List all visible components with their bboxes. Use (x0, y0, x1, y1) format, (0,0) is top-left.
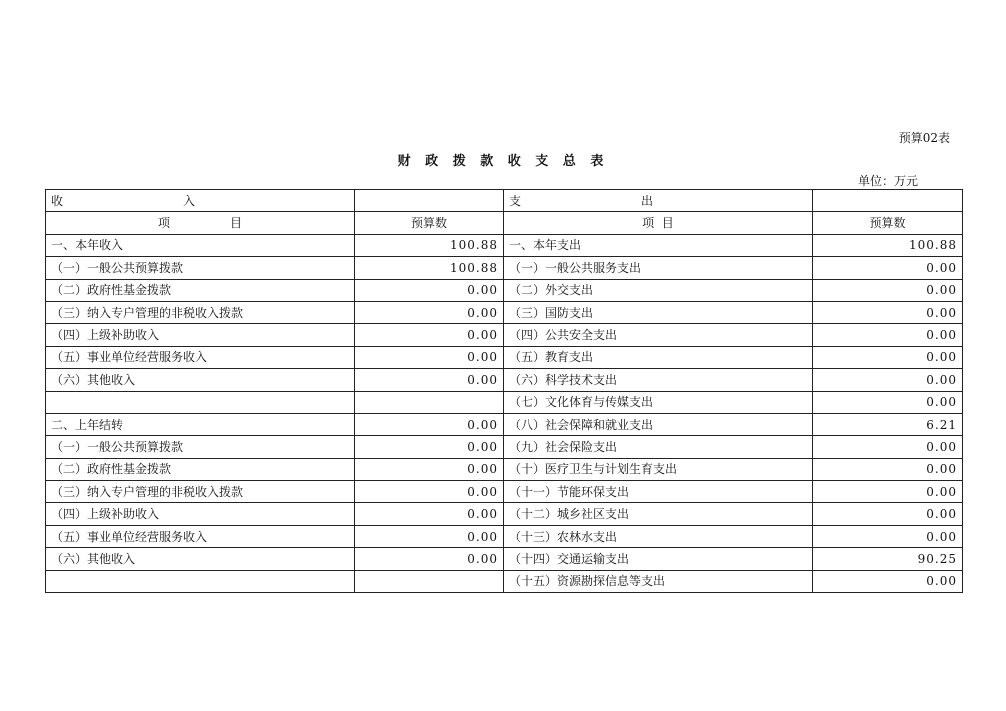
table-row (46, 346, 963, 368)
income-item-cell (46, 570, 355, 592)
income-value-cell: 0.00 (355, 301, 504, 323)
header-row-2 (46, 212, 963, 234)
expense-item-cell: （一）一般公共服务支出 (504, 257, 813, 279)
income-value-cell: 100.88 (355, 234, 504, 256)
expense-item-cell: （十五）资源勘探信息等支出 (504, 570, 813, 592)
expense-item-cell: （五）教育支出 (504, 346, 813, 368)
income-item-cell: （六）其他收入 (46, 369, 355, 391)
table-row (46, 257, 963, 279)
income-item-cell: 一、本年收入 (46, 234, 355, 256)
income-value-cell: 0.00 (355, 548, 504, 570)
empty-header-cell (355, 190, 504, 212)
income-value-cell: 0.00 (355, 413, 504, 435)
expense-value-cell: 90.25 (813, 548, 963, 570)
expense-item-cell: （十二）城乡社区支出 (504, 503, 813, 525)
table-row (46, 458, 963, 480)
budget-header-left: 预算数 (355, 212, 504, 234)
expense-header: 支 出 (504, 190, 813, 212)
income-value-cell: 0.00 (355, 481, 504, 503)
income-item-cell: 二、上年结转 (46, 413, 355, 435)
income-item-cell (46, 391, 355, 413)
table-row (46, 436, 963, 458)
expense-value-cell: 0.00 (813, 525, 963, 547)
income-item-cell: （五）事业单位经营服务收入 (46, 346, 355, 368)
expense-value-cell: 0.00 (813, 391, 963, 413)
income-value-cell: 0.00 (355, 324, 504, 346)
income-value-cell (355, 391, 504, 413)
table-row (46, 369, 963, 391)
item-header-right: 项 目 (504, 212, 813, 234)
table-body (46, 190, 963, 593)
expense-value-cell: 0.00 (813, 301, 963, 323)
income-value-cell: 0.00 (355, 436, 504, 458)
expense-value-cell: 0.00 (813, 458, 963, 480)
income-value-cell: 0.00 (355, 279, 504, 301)
table-row (46, 525, 963, 547)
expense-item-cell: （九）社会保险支出 (504, 436, 813, 458)
income-value-cell: 0.00 (355, 525, 504, 547)
expense-value-cell: 0.00 (813, 481, 963, 503)
income-value-cell: 0.00 (355, 346, 504, 368)
expense-item-cell: （六）科学技术支出 (504, 369, 813, 391)
expense-value-cell: 0.00 (813, 279, 963, 301)
expense-value-cell: 100.88 (813, 234, 963, 256)
expense-value-cell: 6.21 (813, 413, 963, 435)
expense-value-cell: 0.00 (813, 369, 963, 391)
expense-item-cell: （四）公共安全支出 (504, 324, 813, 346)
expense-item-cell: （十）医疗卫生与计划生育支出 (504, 458, 813, 480)
income-item-cell: （三）纳入专户管理的非税收入拨款 (46, 301, 355, 323)
header-row-1 (46, 190, 963, 212)
income-item-cell: （二）政府性基金拨款 (46, 279, 355, 301)
income-item-cell: （四）上级补助收入 (46, 503, 355, 525)
expense-item-cell: （二）外交支出 (504, 279, 813, 301)
budget-table (45, 189, 963, 593)
income-item-cell: （五）事业单位经营服务收入 (46, 525, 355, 547)
expense-value-cell: 0.00 (813, 324, 963, 346)
item-header-left: 项 目 (46, 212, 355, 234)
table-row (46, 503, 963, 525)
expense-value-cell: 0.00 (813, 570, 963, 592)
income-item-cell: （一）一般公共预算拨款 (46, 257, 355, 279)
income-item-cell: （一）一般公共预算拨款 (46, 436, 355, 458)
table-row (46, 391, 963, 413)
table-row (46, 301, 963, 323)
expense-item-cell: （十一）节能环保支出 (504, 481, 813, 503)
empty-header-cell (813, 190, 963, 212)
income-item-cell: （六）其他收入 (46, 548, 355, 570)
form-number: 预算02表 (898, 131, 950, 145)
expense-item-cell: （三）国防支出 (504, 301, 813, 323)
income-item-cell: （二）政府性基金拨款 (46, 458, 355, 480)
table-row (46, 279, 963, 301)
table-row (46, 481, 963, 503)
table-row (46, 570, 963, 592)
expense-item-cell: （八）社会保障和就业支出 (504, 413, 813, 435)
expense-value-cell: 0.00 (813, 436, 963, 458)
table-row (46, 548, 963, 570)
expense-value-cell: 0.00 (813, 346, 963, 368)
income-value-cell (355, 570, 504, 592)
income-item-cell: （四）上级补助收入 (46, 324, 355, 346)
table-row (46, 234, 963, 256)
income-value-cell: 100.88 (355, 257, 504, 279)
table-row (46, 413, 963, 435)
unit-label: 单位：万元 (857, 174, 918, 188)
expense-item-cell: （十三）农林水支出 (504, 525, 813, 547)
expense-item-cell: （七）文化体育与传媒支出 (504, 391, 813, 413)
page-title: 财 政 拨 款 收 支 总 表 (397, 154, 609, 169)
income-value-cell: 0.00 (355, 369, 504, 391)
income-value-cell: 0.00 (355, 503, 504, 525)
budget-header-right: 预算数 (813, 212, 963, 234)
expense-value-cell: 0.00 (813, 257, 963, 279)
income-item-cell: （三）纳入专户管理的非税收入拨款 (46, 481, 355, 503)
expense-value-cell: 0.00 (813, 503, 963, 525)
expense-item-cell: （十四）交通运输支出 (504, 548, 813, 570)
table-row (46, 324, 963, 346)
income-header: 收 入 (46, 190, 355, 212)
expense-item-cell: 一、本年支出 (504, 234, 813, 256)
income-value-cell: 0.00 (355, 458, 504, 480)
